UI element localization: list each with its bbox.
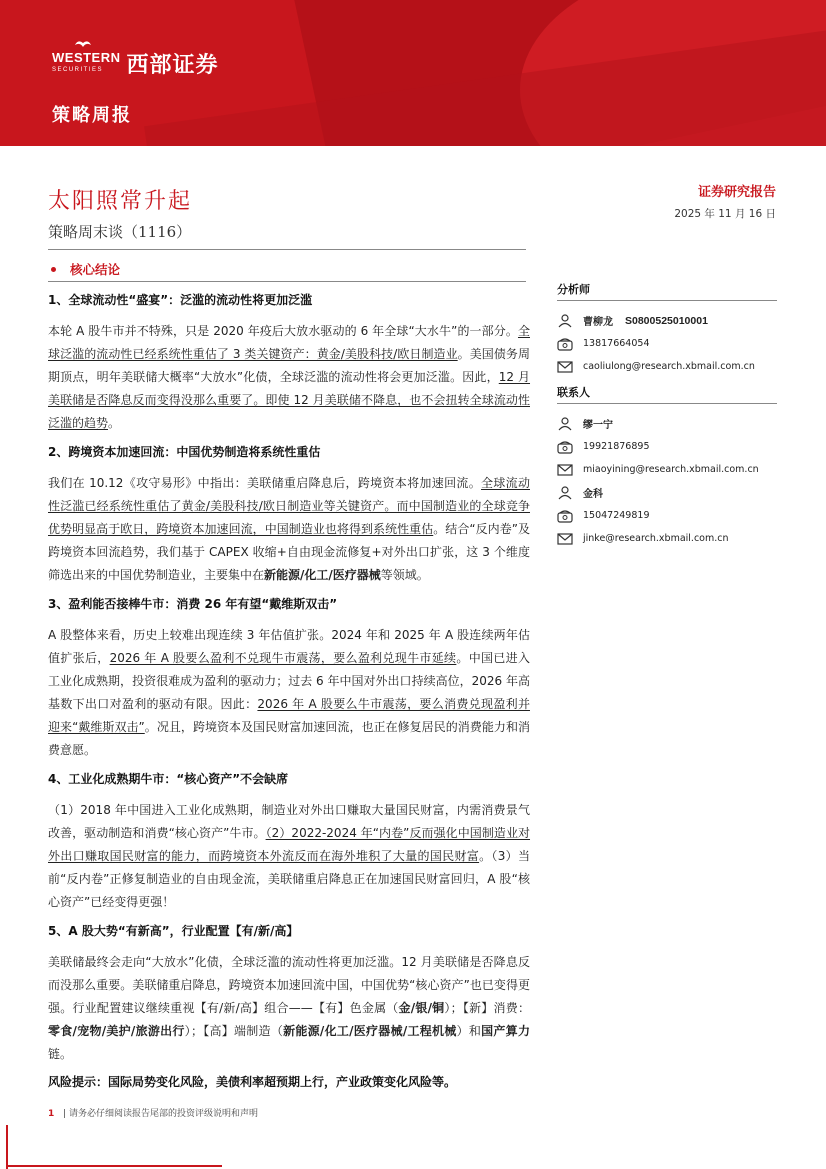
analyst-heading: 分析师	[557, 281, 777, 301]
report-date: 2025 年 11 月 16 日	[674, 208, 776, 220]
report-type: 策略周报	[52, 105, 132, 126]
underlined-text: （2）2022-2024 年“内卷”反而强化中国制造业对外出口赚取国民财富的能力，而跨境资本外流反而在海外堆积了大量的国民财富	[48, 826, 531, 863]
analyst-email-link[interactable]: caoliulong@research.xbmail.com.cn	[583, 361, 755, 372]
text-run: 美联储最终会走向“大放水”化债，全球泛滥的流动性将更加泛滥。12 月美联储是否降息反而没那么重要。美联储重启降息，跨境资本加速回流中国，中国优势“核心资产”也已变得更强。行业配置建议继续重视【有/新/高】组合——【有】色金属（	[48, 955, 530, 1015]
text-run: 等领域。	[380, 568, 429, 582]
bullet-icon	[51, 267, 56, 272]
text-run: ）和	[456, 1024, 482, 1038]
company-logo	[52, 48, 219, 79]
text-run: 。结合“反内卷”及跨境资本回流趋势，我们基于 CAPEX 收缩+自由现金流修复+对外出口扩张，这 3 个维度筛选出来的中国优势制造业，主要集中在	[48, 522, 530, 582]
disclaimer-text: | 请务必仔细阅读报告尾部的投资评级说明和声明	[63, 1109, 259, 1119]
person-icon	[557, 417, 573, 431]
key-conclusion-heading: 核心结论	[48, 259, 526, 279]
underlined-text: 全球泛滥的流动性已经系统性重估了 3 类关键资产：黄金/美股科技/欧日制造业	[48, 324, 530, 361]
logo-en: WESTERN SECURITIES	[52, 49, 121, 73]
corner-decoration	[6, 1125, 8, 1169]
logo-cn: 西部证券	[126, 53, 219, 78]
person-icon	[557, 486, 573, 500]
bold-text: 新能源/化工/医疗器械	[264, 568, 381, 582]
section-heading: 4、工业化成熟期牛市：“核心资产”不会缺席	[48, 772, 289, 786]
section-heading: 1、全球流动性“盛宴”：泛滥的流动性将更加泛滥	[48, 293, 313, 307]
mail-icon	[557, 360, 573, 374]
contact-email-row	[557, 527, 777, 550]
text-run: 。	[108, 416, 121, 430]
contact-email-link[interactable]: miaoyining@research.xbmail.com.cn	[583, 464, 759, 475]
divider	[48, 249, 526, 250]
text-run: ）；【高】端制造（	[184, 1024, 284, 1038]
section-paragraph	[48, 951, 530, 1066]
bold-text: 零食/宠物/美护/旅游出行	[48, 1024, 185, 1038]
text-run: 我们在 10.12《攻守易形》中指出：美联储重启降息后，跨境资本将加速回流。	[48, 476, 482, 490]
main-content	[48, 288, 530, 1090]
page-number: 1	[48, 1109, 55, 1119]
contact-name-row: 金科	[557, 481, 777, 504]
text-run: （1）2018 年中国进入工业化成熟期，制造业对外出口赚取大量国民财富，内需消费景气改善，驱动制造和消费“核心资产”牛市。	[48, 803, 530, 840]
phone-icon	[557, 440, 573, 454]
bold-text: 新能源/化工/医疗器械/工程机械	[283, 1024, 457, 1038]
sidebar	[557, 281, 777, 550]
person-icon	[557, 314, 573, 328]
divider	[48, 281, 526, 282]
header-banner	[0, 0, 826, 146]
analyst-name-row: 曹柳龙 S0800525010001	[557, 309, 777, 332]
mail-icon	[557, 463, 573, 477]
bull-logo-icon	[74, 39, 92, 51]
page-footer	[48, 1106, 258, 1119]
text-run: A 股整体来看，历史上较难出现连续 3 年估值扩张。2024 年和 2025 年 A 股连续两年估值扩张后，	[48, 628, 530, 665]
text-run: 本轮 A 股牛市并不特殊，只是 2020 年疫后大放水驱动的 6 年全球“大水牛”的一部分。	[48, 324, 518, 338]
report-label: 证券研究报告	[697, 185, 776, 200]
text-run: 链。	[48, 1047, 73, 1061]
contact-heading: 联系人	[557, 384, 777, 404]
underlined-text: 12 月美联储是否降息反而变得没那么重要了。即使 12 月美联储不降息，也不会扭转全球流动性泛滥的趋势	[48, 370, 531, 430]
text-run: 。美国债务周期顶点，明年美联储大概率“大放水”化债，全球泛滥的流动性将会更加泛滥。因此，	[48, 347, 530, 384]
contact-email-link[interactable]: jinke@research.xbmail.com.cn	[583, 533, 729, 544]
phone-icon	[557, 337, 573, 351]
section-paragraph	[48, 320, 530, 435]
text-run: 。况且，跨境资本及国民财富加速回流，也正在修复居民的消费能力和消费意愿。	[48, 720, 530, 757]
underlined-text: 2026 年 A 股要么牛市震荡，要么消费兑现盈利并迎来“戴维斯双击”	[48, 697, 530, 734]
section-paragraph	[48, 799, 530, 914]
page-subtitle: 策略周末谈（1116）	[48, 223, 192, 241]
analyst-phone-row: 13817664054	[557, 332, 777, 355]
text-run: ）；【新】消费：	[444, 1001, 530, 1015]
section-paragraph	[48, 624, 530, 762]
bold-text: 金/银/铜	[398, 1001, 445, 1015]
contact-phone-row: 19921876895	[557, 435, 777, 458]
contact-phone-row: 15047249819	[557, 504, 777, 527]
underlined-text: 2026 年 A 股要么盈利不兑现牛市震荡，要么盈利兑现牛市延续	[109, 651, 457, 665]
phone-icon	[557, 509, 573, 523]
section-paragraph	[48, 472, 530, 587]
section-heading: 2、跨境资本加速回流：中国优势制造将系统性重估	[48, 445, 321, 459]
section-heading: 5、A 股大势“有新高”，行业配置【有/新/高】	[48, 924, 299, 938]
section-heading: 3、盈利能否接棒牛市：消费 26 年有望“戴维斯双击”	[48, 597, 338, 611]
page-title: 太阳照常升起	[48, 189, 193, 214]
bold-text: 国产算力	[481, 1024, 530, 1038]
text-run: 。（3）当前“反内卷”正修复制造业的自由现金流，美联储重启降息正在加速国民财富回归，A 股“核心资产”已经变得更强！	[48, 849, 530, 909]
analyst-email-row	[557, 355, 777, 378]
contact-email-row	[557, 458, 777, 481]
text-run: 。中国已进入工业化成熟期，投资很难成为盈利的驱动力；过去 6 年中国对外出口持续高位，2026 年高基数下出口对盈利的驱动有限。因此：	[48, 651, 530, 711]
underlined-text: 全球流动性泛滥已经系统性重估了黄金/美股科技/欧日制造业等关键资产。而中国制造业的全球竞争优势明显高于欧日，跨境资本加速回流，中国制造业也将得到系统性重估	[48, 476, 530, 536]
corner-decoration	[6, 1165, 222, 1167]
contact-name-row: 缪一宁	[557, 412, 777, 435]
mail-icon	[557, 532, 573, 546]
risk-warning: 风险提示：国际局势变化风险，美债利率超预期上行，产业政策变化风险等。	[48, 1075, 457, 1089]
